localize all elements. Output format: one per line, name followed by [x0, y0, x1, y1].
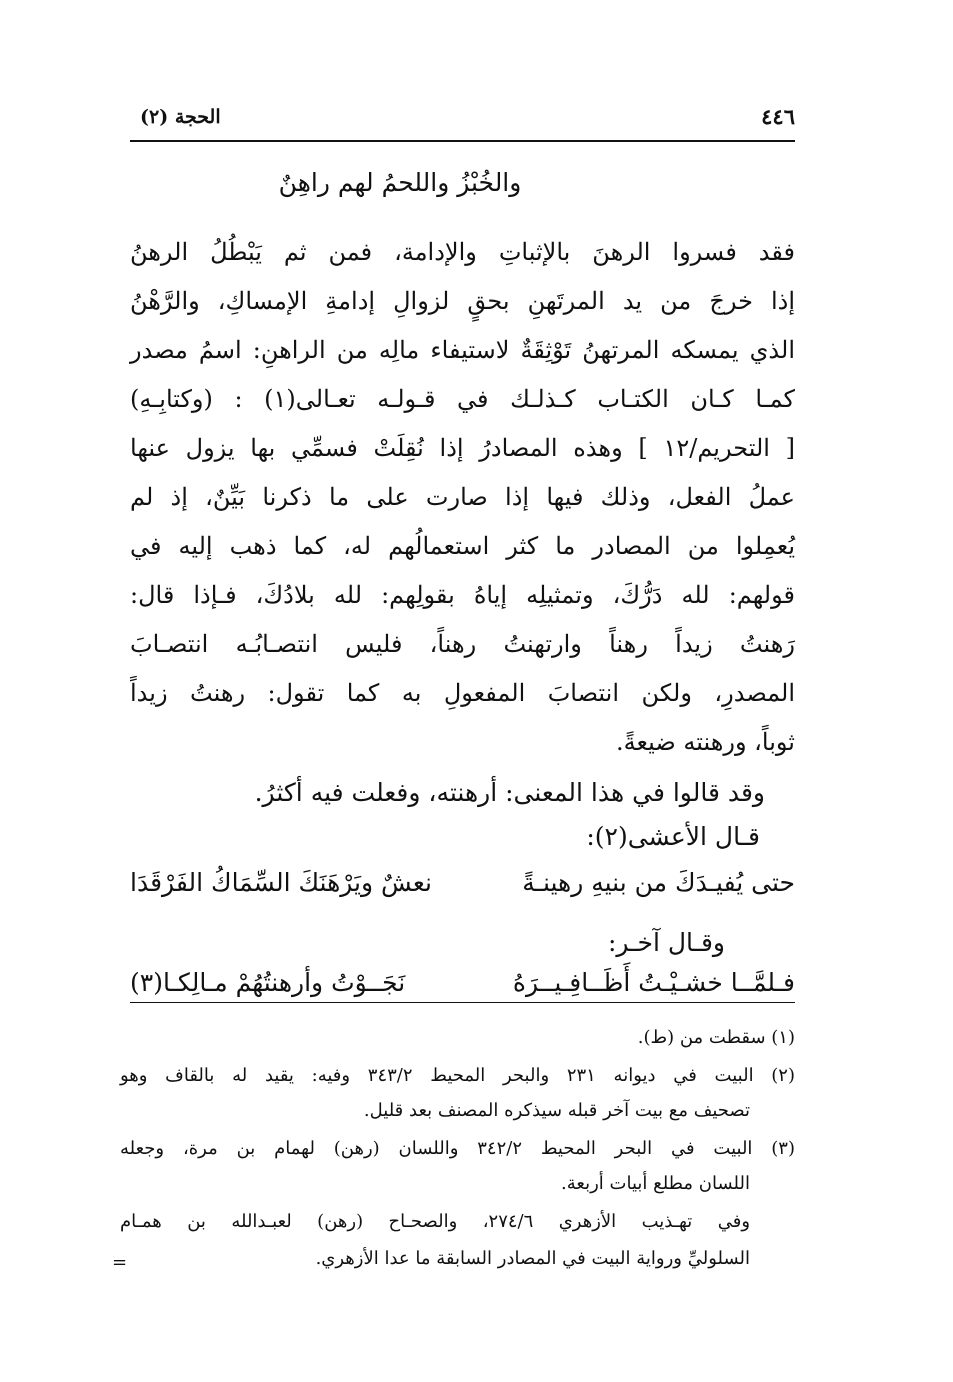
footnote-3: (٣) البيت في البحر المحيط ٣٤٢/٢ واللسان (رهن) لهمام بن مرة، وجعله	[120, 1138, 795, 1159]
text-line: كمـا كـان الكتـاب كـذلـك في قـولـه تعـالى(١) : (وكتابِـهِ)	[130, 385, 795, 413]
poet-intro-1: قـال الأعشى(٢):	[586, 822, 760, 851]
paragraph-2: وقد قالوا في هذا المعنى: أرهنته، وفعلت فيه أكثرُ.	[254, 778, 765, 807]
verse-2-first-hemistich: فـلمَّــا خشـيْـتُ أَظَــافِـيــرَهُ	[512, 968, 795, 997]
text-line: رَهنتُ زيداً رهناً وارتهنتُ رهناً، فليس انتصـابُـه انتصـابَ	[130, 630, 795, 658]
text-line: قولهم: لله دَرُّكَ، وتمثيلِه إياهُ بقولِهم: لله بلادُكَ، فـإذا قال:	[130, 581, 795, 609]
footnote-3-note: وفي تهـذيب الأزهري ٢٧٤/٦، والصحـاح (رهن) لعبـدالله بن همـام	[120, 1211, 751, 1232]
text-line: عملُ الفعل، وذلك فيها إذا صارت على ما ذكرنا بَيِّنٌ، إذ لم	[130, 483, 796, 511]
text-line: الذي يمسكه المرتهنُ تَوْثِقَةٌ لاستيفاء مالِه من الراهنِ: اسمُ مصدر	[130, 336, 795, 364]
page-number: ٤٤٦	[761, 104, 795, 129]
text-line: إذا خرجَ من يد المرتَهنِ بحقٍ لزوالِ إدامةِ الإمساكِ، والرَّهْنُ	[130, 287, 795, 315]
verse-2-second-hemistich: نَجَــوْتُ وأرهنتُهُمْ مـالِكـا(٣)	[130, 968, 406, 997]
footnote-2: (٢) البيت في ديوانه ٢٣١ والبحر المحيط ٣٤٣/٢ وفيه: يقيد له بالقاف وهو	[120, 1065, 795, 1086]
footnote-3-continued: اللسان مطلع أبيات أربعة.	[561, 1173, 750, 1194]
footnote-2-continued: تصحيف مع بيت آخر قبله سيذكره المصنف بعد قليل.	[363, 1100, 750, 1121]
text-line: المصدرِ، ولكن انتصابَ المفعولِ به كما تقول: رهنتُ زيداً	[130, 679, 795, 707]
poet-intro-2: وقـال آخـر:	[607, 928, 725, 957]
verse-1-second-hemistich: نعشٌ ويَرْهَنَكَ السِّمَاكُ الفَرْقَدَا	[130, 868, 432, 897]
footnote-3-note-continued: السلوليِّ ورواية البيت في المصادر السابقة ما عدا الأزهري.	[315, 1248, 750, 1269]
page-header	[130, 100, 795, 142]
running-title: الحجة (٢)	[140, 106, 221, 128]
verse-2	[130, 968, 795, 1003]
text-line: [ التحريم/١٢ ] وهذه المصادرُ إذا نُقِلَتْ فسمِّي بها يزول عنها	[130, 434, 795, 462]
text-line: يُعمِلوا من المصادر ما كثر استعمالُهم له، كما ذهب إليه في	[130, 532, 795, 560]
verse-1-first-hemistich: حتى يُفيـدَكَ من بنيهِ رهينـةً	[522, 868, 795, 897]
continuation-mark: =	[112, 1252, 128, 1273]
opening-verse: والخُبْزُ واللحمُ لهم راهِنٌ	[278, 168, 522, 197]
text-line: فقد فسروا الرهنَ بالإثباتِ والإدامة، فمن ثم يَبْطُلُ الرهنُ	[130, 238, 795, 266]
footnote-1: (١) سقطت من (ط).	[637, 1027, 795, 1048]
text-line: ثوباً، ورهنته ضيعةً.	[616, 728, 795, 756]
